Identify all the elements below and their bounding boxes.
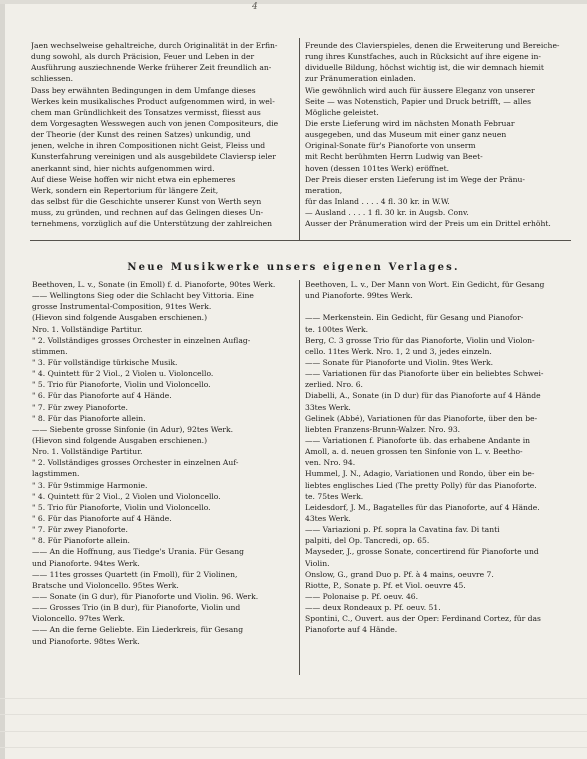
text-line: Beethoven, L. v., Sonate (in Emoll) f. d. Pianoforte, 90tes Werk.: [32, 280, 276, 289]
text-line: Spontini, C., Ouvert. aus der Oper: Ferdinand Cortez, für das: [305, 614, 541, 624]
text-line: —— Sonate (in G dur), für Pianoforte und Violin. 96. Werk.: [32, 591, 259, 601]
intro-column-left: [31, 40, 297, 229]
text-line: Riotte, P., Sonate p. Pf. et Viol. oeuvre 45.: [305, 580, 466, 590]
text-line: Der Preis dieser ersten Lieferung ist im Wege der Pränu-: [305, 174, 525, 184]
text-line: " 7. Für zwey Pianoforte.: [32, 525, 128, 535]
text-line: Leidesdorf, J. M., Bagatelles für das Pianoforte, auf 4 Hände.: [305, 502, 540, 512]
text-line: Kunsterfahrung vereinigen und als ausgebildete Claviersp ieler: [31, 152, 276, 162]
text-line: —— Polonaise p. Pf. oeuv. 46.: [305, 591, 419, 601]
text-line: " 7. Für zwey Pianoforte.: [32, 402, 128, 412]
text-line: te. 75tes Werk.: [305, 491, 364, 501]
catalog-column-left: [32, 279, 297, 647]
text-line: te. 100tes Werk.: [305, 324, 369, 334]
text-line: für das Inland . . . . 4 fl. 30 kr. in W.W.: [305, 196, 450, 206]
text-line: Mayseder, J., grosse Sonate, concertirend für Pianoforte und: [305, 547, 539, 557]
catalog-column-right: [305, 279, 569, 636]
text-line: —— deux Rondeaux p. Pf. oeuv. 51.: [305, 603, 441, 613]
text-line: grosse Instrumental-Composition, 91tes Werk.: [32, 302, 212, 312]
text-line: — Ausland . . . . 1 fl. 30 kr. in Augsb. Conv.: [305, 208, 469, 218]
text-line: zerlied. Nro. 6.: [305, 380, 363, 390]
text-line: Onslow, G., grand Duo p. Pf. à 4 mains, oeuvre 7.: [305, 569, 494, 579]
text-line: —— Variationen f. Pianoforte üb. das erhabene Andante in: [305, 435, 531, 445]
text-line: und Pianoforte. 98tes Werk.: [32, 636, 140, 646]
text-line: jenen, welche in ihren Compositionen nicht Geist, Fleiss und: [31, 141, 266, 151]
text-line: —— Variazioni p. Pf. sopra la Cavatina fav. Di tanti: [305, 525, 500, 535]
text-line: Hummel, J. N., Adagio, Variationen und Rondo, über ein be-: [305, 469, 535, 479]
text-line: (Hievon sind folgende Ausgaben erschienen.): [32, 435, 208, 445]
text-line: das selbst für die Geschichte unserer Kunst von Werth seyn: [31, 196, 262, 206]
text-line: Beethoven, L. v., Der Mann von Wort. Ein Gedicht, für Gesang: [305, 280, 545, 289]
text-line: Gelinek (Abbé), Variationen für das Pianoforte, über den be-: [305, 413, 538, 423]
text-line: Mögliche geleistet.: [305, 107, 379, 117]
text-line: Bratsche und Violoncello. 95tes Werk.: [32, 580, 179, 590]
text-line: und Pianoforte. 94tes Werk.: [32, 558, 140, 568]
column-divider-bottom: [299, 280, 300, 675]
text-line: —— Sonate für Pianoforte und Violin. 9tes Werk.: [305, 357, 493, 367]
text-line: —— Siebente grosse Sinfonie (in Adur), 92tes Werk.: [32, 424, 234, 434]
text-line: der Theorie (der Kunst des reinen Satzes) unkundig, und: [31, 130, 251, 140]
text-line: " 3. Für 9stimmige Harmonie.: [32, 480, 148, 490]
text-line: —— Wellingtons Sieg oder die Schlacht bey Vittoria. Eine: [32, 291, 254, 301]
text-line: meration,: [305, 185, 343, 195]
text-line: Berg, C. 3 grosse Trio für das Pianoforte, Violin und Violon-: [305, 335, 535, 345]
text-line: Dass bey erwähnten Bedingungen in dem Umfange dieses: [31, 85, 256, 95]
text-line: " 4. Quintett für 2 Viol., 2 Violen u. Violoncello.: [32, 369, 214, 379]
text-line: 43tes Werk.: [305, 513, 351, 523]
text-line: zur Pränumeration einladen.: [305, 74, 416, 84]
section-divider: [30, 240, 571, 241]
text-line: palpiti, del Op. Tancredi, op. 65.: [305, 536, 430, 546]
text-line: " 5. Trio für Pianoforte, Violin und Violoncello.: [32, 502, 211, 512]
text-line: lagstimmen.: [32, 469, 80, 479]
text-line: 33tes Werk.: [305, 402, 351, 412]
intro-column-right: [305, 40, 569, 229]
text-line: " 4. Quintett für 2 Viol., 2 Violen und Violoncello.: [32, 491, 221, 501]
text-line: Freunde des Clavierspieles, denen die Erweiterung und Bereiche-: [305, 41, 560, 50]
text-line: —— An die ferne Geliebte. Ein Liederkreis, für Gesang: [32, 625, 244, 635]
text-line: (Hievon sind folgende Ausgaben erschienen.): [32, 313, 208, 323]
text-line: Werk, sondern ein Repertorium für längere Zeit,: [31, 185, 219, 195]
text-line: chem man Gründlichkeit des Tonsatzes vermisst, fliesst aus: [31, 107, 261, 117]
section-heading: Neue Musikwerke unsers eigenen Verlages.: [127, 262, 460, 273]
text-line: Original-Sonate für's Pianoforte von unserm: [305, 141, 476, 151]
text-line: ternehmens, vorzüglich auf die Unterstützung der zahlreichen: [31, 219, 273, 229]
text-line: muss, zu gründen, und rechnen auf das Gelingen dieses Un-: [31, 208, 264, 218]
text-line: " 3. Für vollständige türkische Musik.: [32, 357, 178, 367]
text-line: anerkannt sind, hier nichts aufgenommen wird.: [31, 163, 215, 173]
text-line: Nro. 1. Vollständige Partitur.: [32, 447, 143, 457]
text-line: —— Grosses Trio (in B dur), für Pianoforte, Violin und: [32, 603, 241, 613]
text-line: Auf diese Weise hoffen wir nicht etwa ein ephemeres: [31, 174, 236, 184]
text-line: dem Vorgesagten Wesswegen auch von jenen Compositeurs, die: [31, 118, 279, 128]
text-line: Die erste Lieferung wird im nächsten Monath Februar: [305, 118, 515, 128]
text-line: stimmen.: [32, 346, 68, 356]
text-line: —— Merkenstein. Ein Gedicht, für Gesang und Pianofor-: [305, 313, 524, 323]
text-line: Seite — was Notenstich, Papier und Druck betrifft, — alles: [305, 96, 532, 106]
text-line: " 5. Trio für Pianoforte, Violin und Violoncello.: [32, 380, 211, 390]
text-line: dividuelle Bildung, höchst wichtig ist, die wir demnach hiemit: [305, 63, 544, 73]
text-line: cello. 11tes Werk. Nro. 1, 2 und 3, jedes einzeln.: [305, 346, 492, 356]
text-line: " 8. Für Pianoforte allein.: [32, 536, 130, 546]
column-divider-top: [299, 38, 300, 240]
text-line: Ausser der Pränumeration wird der Preis um ein Drittel erhöht.: [305, 219, 551, 229]
text-line: Amoll, a. d. neuen grossen ten Sinfonie von L. v. Beetho-: [305, 447, 523, 457]
text-line: " 6. Für das Pianoforte auf 4 Hände.: [32, 513, 172, 523]
text-line: ausgegeben, und das Museum mit einer ganz neuen: [305, 130, 507, 140]
text-line: Violoncello. 97tes Werk.: [32, 614, 125, 624]
text-line: —— Variationen für das Pianoforte über ein beliebtes Schwei-: [305, 369, 544, 379]
text-line: und Pianoforte. 99tes Werk.: [305, 291, 413, 301]
scan-edge-top: [0, 0, 587, 4]
text-line: Wie gewöhnlich wird auch für äussere Eleganz von unserer: [305, 85, 535, 95]
text-line: " 2. Vollständiges grosses Orchester in einzelnen Auflag-: [32, 335, 251, 345]
text-line: liebtes englisches Lied (The pretty Polly) für das Pianoforte.: [305, 480, 537, 490]
text-line: Pianoforte auf 4 Hände.: [305, 625, 398, 635]
text-line: Violin.: [305, 558, 330, 568]
text-line: dung sowohl, als durch Präcision, Feuer und Leben in der: [31, 52, 255, 62]
text-line: mit Recht berühmten Herrn Ludwig van Beet-: [305, 152, 483, 162]
text-line: Werkes kein musikalisches Product aufgenommen wird, in wel-: [31, 96, 275, 106]
text-line: [305, 301, 569, 312]
text-line: liebten Franzens-Brunn-Walzer. Nro. 93.: [305, 424, 461, 434]
text-line: " 6. Für das Pianoforte auf 4 Hände.: [32, 391, 172, 401]
text-line: Diabelli, A., Sonate (in D dur) für das Pianoforte auf 4 Hände: [305, 391, 541, 401]
page-number: 4: [252, 2, 258, 12]
text-line: —— 11tes grosses Quartett (in Fmoll), für 2 Violinen,: [32, 569, 238, 579]
text-line: rung ihres Kunstfaches, auch in Rücksicht auf ihre eigene in-: [305, 52, 541, 62]
text-line: schliessen.: [31, 74, 73, 84]
scan-edge-left: [0, 0, 5, 759]
text-line: Ausführung ausziechnende Werke früherer Zeit freundlich an-: [31, 63, 272, 73]
blank-page-area: [0, 690, 587, 759]
text-line: —— An die Hoffnung, aus Tiedge's Urania. Für Gesang: [32, 547, 245, 557]
text-line: ven. Nro. 94.: [305, 458, 356, 468]
text-line: Nro. 1. Vollständige Partitur.: [32, 324, 143, 334]
text-line: " 2. Vollständiges grosses Orchester in einzelnen Auf-: [32, 458, 239, 468]
text-line: " 8. Für das Pianoforte allein.: [32, 413, 146, 423]
text-line: hoven (dessen 101tes Werk) eröffnet.: [305, 163, 450, 173]
text-line: Jaen wechselweise gehaltreiche, durch Originalität in der Erfin-: [31, 41, 278, 50]
